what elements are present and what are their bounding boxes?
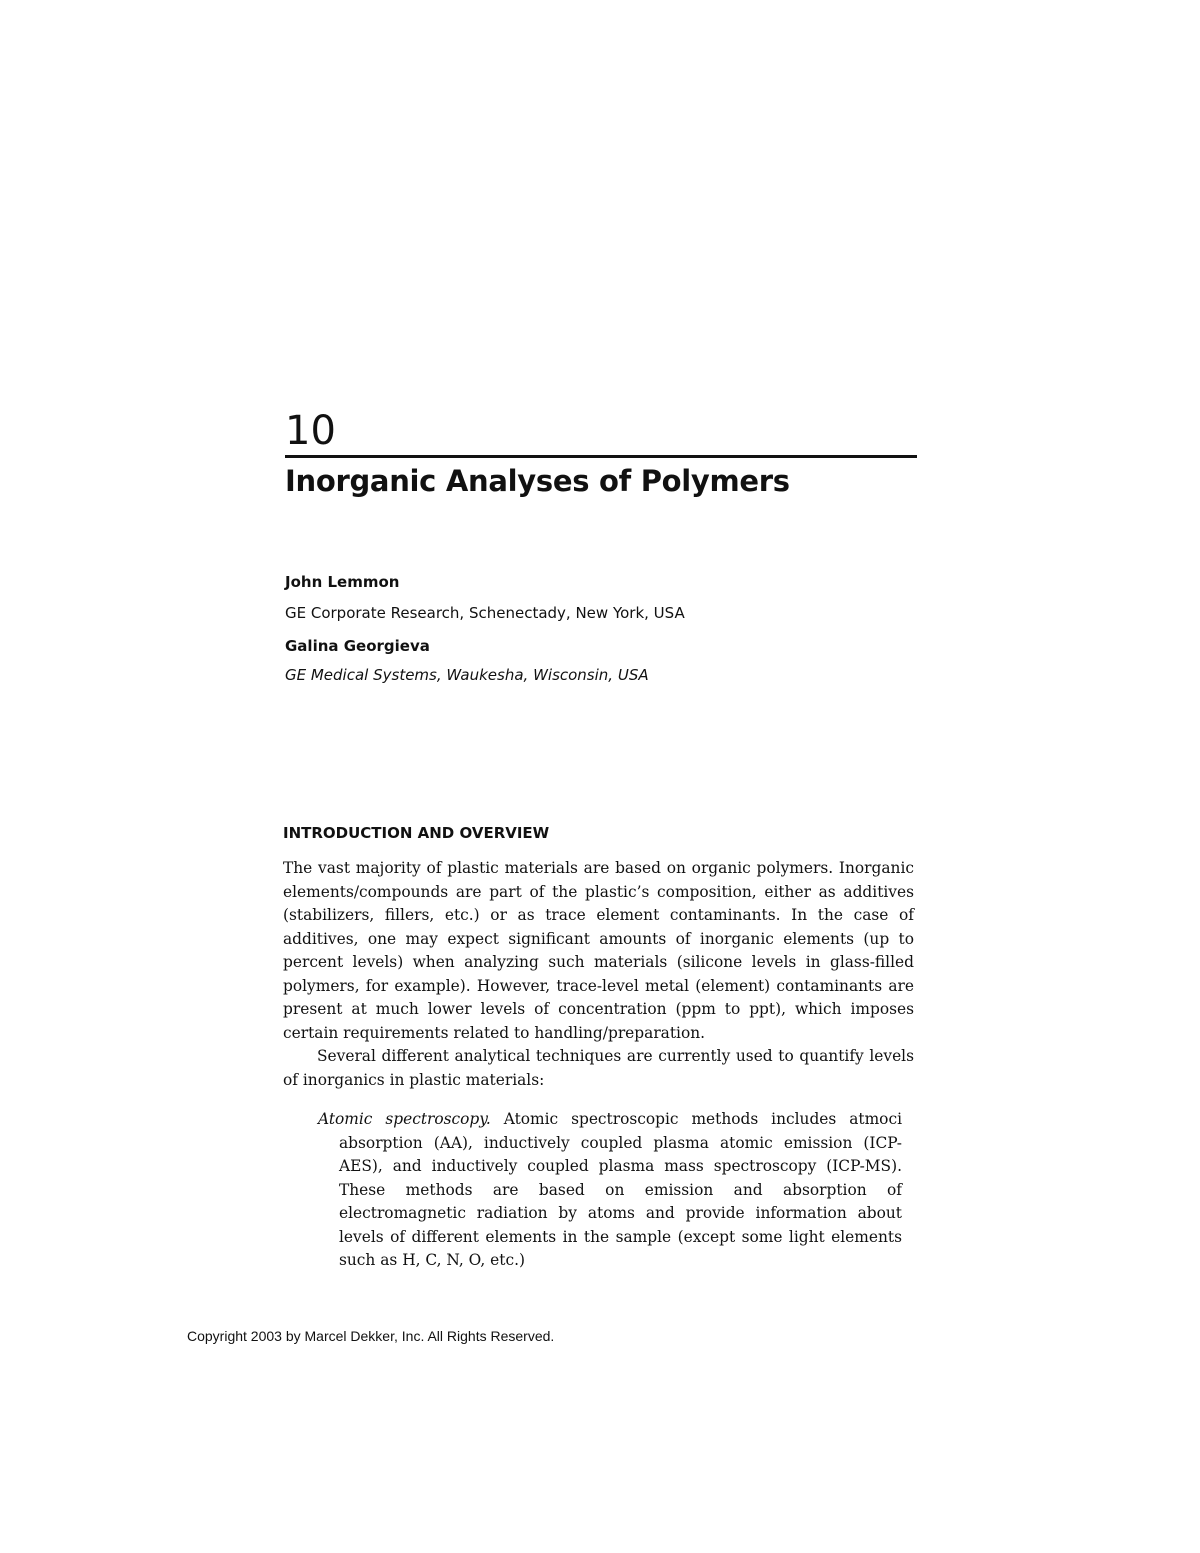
- chapter-title: Inorganic Analyses of Polymers: [285, 464, 790, 498]
- author-name: John Lemmon: [285, 573, 400, 591]
- body-paragraph: The vast majority of plastic materials are based on organic polymers. Inorganic elements/compounds are part of the plastic’s composition, either as additives (stabilizers, fillers, etc.) or as trace element contaminants. In the case of additives, one may expect significant amounts of inorganic elements (up to percent levels) when analyzing such materials (silicone levels in glass-filled polymers, for example). However, trace-level metal (element) contaminants are present at much lower levels of concentration (ppm to ppt), which imposes certain requirements related to handling/preparation.: [283, 859, 914, 1042]
- chapter-number: 10: [285, 408, 336, 454]
- copyright-notice: Copyright 2003 by Marcel Dekker, Inc. All Rights Reserved.: [187, 1328, 555, 1344]
- list-item-text: Atomic spectroscopic methods includes atmoci absorption (AA), inductively coupled plasma atomic emission (ICP-AES), and inductively coupled plasma mass spectroscopy (ICP-MS). These methods are based on emission and absorption of electromagnetic radiation by atoms and provide information about levels of different elements in the sample (except some light elements such as H, C, N, O, etc.): [339, 1110, 902, 1269]
- author-affiliation: GE Medical Systems, Waukesha, Wisconsin, USA: [285, 666, 649, 684]
- chapter-divider: [285, 455, 917, 458]
- body-paragraph: Several different analytical techniques are currently used to quantify levels of inorganics in plastic materials:: [283, 1047, 914, 1089]
- list-item: [318, 1108, 902, 1273]
- author-name: Galina Georgieva: [285, 637, 430, 655]
- section-heading: INTRODUCTION AND OVERVIEW: [283, 824, 550, 842]
- list-item-term: Atomic spectroscopy.: [318, 1110, 491, 1128]
- author-affiliation: GE Corporate Research, Schenectady, New York, USA: [285, 604, 685, 622]
